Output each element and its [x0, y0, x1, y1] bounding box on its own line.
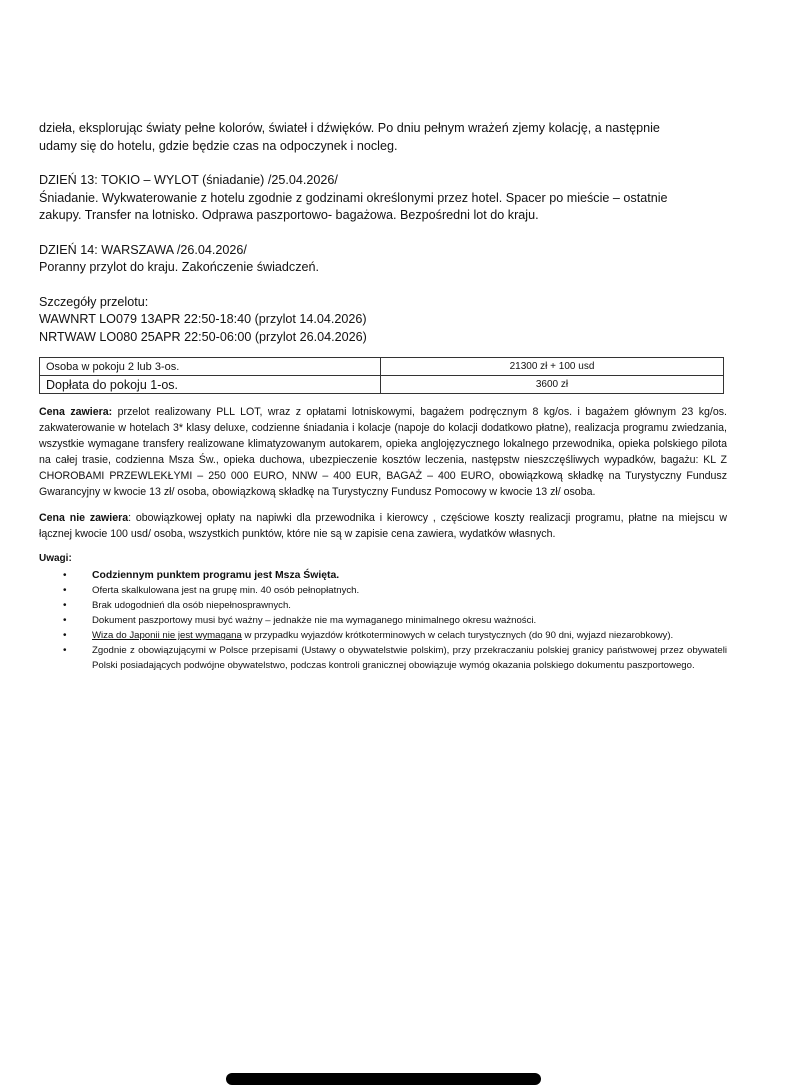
- price-excludes-label: Cena nie zawiera: [39, 512, 129, 524]
- price-row: [40, 358, 724, 376]
- list-item: [39, 613, 727, 628]
- note-text: Dokument paszportowy musi być ważny – jednakże nie ma wymaganego minimalnego okresu ważności.: [92, 615, 537, 626]
- visa-rest: w przypadku wyjazdów krótkoterminowych w celach turystycznych (do 90 dni, wyjazd niezarobkowy).: [241, 630, 674, 641]
- note-text-visa: [92, 628, 727, 643]
- note-text: Codziennym punktem programu jest Msza Święta.: [92, 570, 340, 581]
- price-excludes-text: : obowiązkowej opłaty na napiwki dla przewodnika i kierowcy , częściowe koszty realizacji programu, płatne na miejscu w łącznej kwocie 100 usd/ osoba, wszystkich punktów, które nie są w zapisie cena zawiera, wydatków własnych.: [39, 512, 727, 540]
- bullet-icon: •: [63, 630, 67, 641]
- list-item: [39, 568, 727, 583]
- flight-return: NRTWAW LO080 25APR 22:50-06:00 (przylot 26.04.2026): [39, 329, 367, 344]
- price-excludes: [39, 510, 727, 542]
- bullet-icon: •: [63, 585, 67, 596]
- price-label: Osoba w pokoju 2 lub 3-os.: [40, 358, 381, 376]
- bullet-icon: •: [63, 600, 67, 611]
- bullet-icon: •: [63, 570, 67, 581]
- price-value: 3600 zł: [381, 376, 724, 394]
- note-text: Brak udogodnień dla osób niepełnosprawnych.: [92, 600, 291, 611]
- day13-title: DZIEŃ 13: TOKIO – WYLOT (śniadanie) /25.04.2026/: [39, 173, 338, 187]
- price-includes-label: Cena zawiera:: [39, 406, 113, 418]
- note-text: Oferta skalkulowana jest na grupę min. 40 osób pełnopłatnych.: [92, 585, 360, 596]
- notes-list: [39, 568, 727, 673]
- price-includes-text: przelot realizowany PLL LOT, wraz z opłatami lotniskowymi, bagażem podręcznym 8 kg/os. i bagażem głównym 23 kg/os. zakwaterowanie w hotelach 3* klasy deluxe, codzienne śniadania i kolacje (napoje do kolacji dodatkowo płatne), realizacja programu zwiedzania, wszystkie wymagane transfery realizowane klimatyzowanym autokarem, opieka anglojęzycznego lokalnego przewodnika, opieka polskiego pilota na całej trasie, codzienna Msza Św., opieka duchowa, ubezpieczenie kosztów leczenia, następstw nieszczęśliwych wypadków, bagażu: KL Z CHOROBAMI PRZEWLEKŁYMI – 250 000 EURO, NNW – 400 EUR, BAGAŻ – 400 EURO, obowiązkową składkę na Turystyczny Fundusz Gwarancyjny w kwocie 13 zł/ osoba, obowiązkową składkę na Turystyczny Fundusz Pomocowy w kwocie 13 zł/ osoba.: [39, 406, 728, 498]
- day14-title: DZIEŃ 14: WARSZAWA /26.04.2026/: [39, 242, 247, 257]
- list-item: [39, 583, 727, 598]
- price-label: Dopłata do pokoju 1-os.: [40, 376, 381, 394]
- price-value: 21300 zł + 100 usd: [381, 358, 724, 376]
- price-row: [40, 376, 724, 394]
- visa-underlined: Wiza do Japonii nie jest wymagana: [92, 630, 242, 641]
- list-item: [39, 643, 727, 673]
- price-includes: [39, 404, 727, 500]
- flight-outbound: WAWNRT LO079 13APR 22:50-18:40 (przylot 14.04.2026): [39, 312, 367, 326]
- day13-line-2: zakupy. Transfer na lotnisko. Odprawa paszportowo- bagażowa. Bezpośredni lot do kraju.: [39, 208, 539, 222]
- flights-title: Szczegóły przelotu:: [39, 294, 149, 309]
- note-text: Zgodnie z obowiązującymi w Polsce przepisami (Ustawy o obywatelstwie polskim), przy przekraczaniu polskiej granicy państwowej przez obywateli Polski posiadających podwójne obywatelstwo, podczas kontroli granicznej obowiązuje wymóg okazania polskiego dokumentu paszportowego.: [92, 645, 727, 671]
- home-indicator[interactable]: [226, 1073, 541, 1085]
- day14-line-1: Poranny przylot do kraju. Zakończenie świadczeń.: [39, 260, 320, 274]
- list-item: [39, 598, 727, 613]
- intro-line-2: udamy się do hotelu, gdzie będzie czas na odpoczynek i nocleg.: [39, 138, 398, 153]
- day13-line-1: Śniadanie. Wykwaterowanie z hotelu zgodnie z godzinami określonymi przez hotel. Spacer po mieście – ostatnie: [39, 190, 668, 205]
- notes-title: Uwagi:: [39, 553, 72, 564]
- bullet-icon: •: [63, 645, 67, 656]
- intro-line-1: dzieła, eksplorując światy pełne kolorów, świateł i dźwięków. Po dniu pełnym wrażeń zjemy kolację, a następnie: [39, 121, 660, 135]
- document-page: [39, 120, 727, 673]
- price-table: [39, 357, 724, 394]
- list-item: [39, 628, 727, 643]
- bullet-icon: •: [63, 615, 67, 626]
